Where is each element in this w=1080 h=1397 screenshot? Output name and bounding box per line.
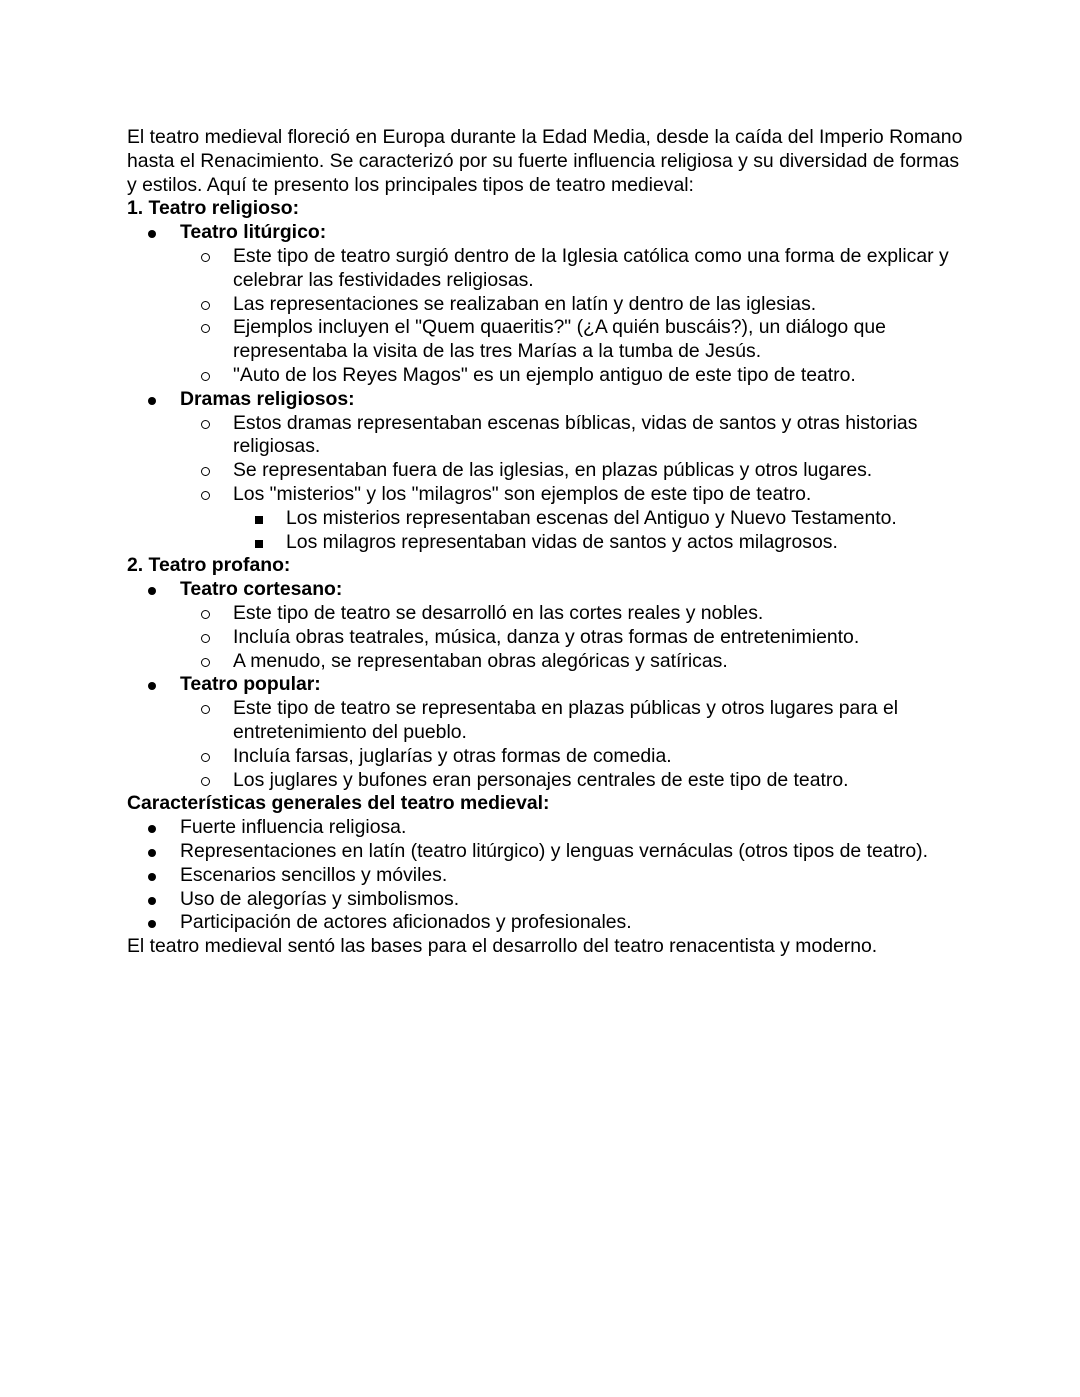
- bullet-circle-icon: [201, 412, 217, 436]
- list-item-text: Escenarios sencillos y móviles.: [180, 863, 448, 886]
- conclusion-paragraph: El teatro medieval sentó las bases para el desarrollo del teatro renacentista y moderno.: [127, 935, 878, 958]
- list-item: [127, 650, 967, 674]
- list-item-text: Las representaciones se realizaban en latín y dentro de las iglesias.: [233, 292, 817, 315]
- subheading-popular: [127, 673, 967, 697]
- bullet-circle-icon: [201, 602, 217, 626]
- list-item: [127, 745, 967, 769]
- bullet-circle-icon: [201, 769, 217, 793]
- list-item: [127, 316, 967, 364]
- subheading-label: Teatro popular:: [180, 673, 321, 696]
- list-item-text: Participación de actores aficionados y profesionales.: [180, 911, 632, 934]
- bullet-circle-icon: [201, 316, 217, 340]
- list-item-text: Incluía obras teatrales, música, danza y otras formas de entretenimiento.: [233, 625, 860, 648]
- bullet-dot-icon: [148, 888, 164, 912]
- bullet-circle-icon: [201, 245, 217, 269]
- list-item: [127, 697, 967, 745]
- list-item-text: Fuerte influencia religiosa.: [180, 816, 407, 839]
- list-item-text: Estos dramas representaban escenas bíblicas, vidas de santos y otras historias religiosas.: [233, 411, 918, 458]
- subheading-cortesano: [127, 578, 967, 602]
- list-item: [127, 840, 967, 864]
- list-item: [127, 816, 967, 840]
- intro-paragraph: El teatro medieval floreció en Europa durante la Edad Media, desde la caída del Imperio Romano hasta el Renacimiento. Se caracterizó por su fuerte influencia religiosa y su diversidad de formas y estilos. Aquí te presento los principales tipos de teatro medieval:: [127, 126, 963, 196]
- list-item: [127, 483, 967, 507]
- list-item: [127, 626, 967, 650]
- list-item-text: Este tipo de teatro surgió dentro de la Iglesia católica como una forma de explicar y celebrar las festividades religiosas.: [233, 244, 949, 291]
- bullet-circle-icon: [201, 650, 217, 674]
- list-item: [127, 602, 967, 626]
- bullet-dot-icon: [148, 911, 164, 935]
- list-item-text: Uso de alegorías y simbolismos.: [180, 887, 460, 910]
- list-item-text: A menudo, se representaban obras alegóricas y satíricas.: [233, 649, 728, 672]
- subheading-label: Teatro cortesano:: [180, 578, 343, 601]
- list-item-text: Los juglares y bufones eran personajes centrales de este tipo de teatro.: [233, 768, 849, 791]
- section-heading-religioso: 1. Teatro religioso:: [127, 197, 300, 220]
- bullet-square-icon: [255, 507, 271, 531]
- bullet-circle-icon: [201, 459, 217, 483]
- list-item: [127, 888, 967, 912]
- list-item-text: "Auto de los Reyes Magos" es un ejemplo antiguo de este tipo de teatro.: [233, 363, 856, 386]
- subheading-label: Dramas religiosos:: [180, 387, 355, 410]
- bullet-circle-icon: [201, 293, 217, 317]
- bullet-dot-icon: [148, 221, 164, 245]
- list-item-text: Representaciones en latín (teatro litúrgico) y lenguas vernáculas (otros tipos de teatro).: [180, 839, 929, 862]
- subheading-liturgico: [127, 221, 967, 245]
- list-subitem-text: Los milagros representaban vidas de santos y actos milagrosos.: [286, 530, 838, 553]
- bullet-square-icon: [255, 531, 271, 555]
- bullet-dot-icon: [148, 816, 164, 840]
- bullet-circle-icon: [201, 364, 217, 388]
- document-page: [127, 126, 967, 959]
- bullet-circle-icon: [201, 626, 217, 650]
- bullet-circle-icon: [201, 697, 217, 721]
- list-subitem-text: Los misterios representaban escenas del Antiguo y Nuevo Testamento.: [286, 506, 897, 529]
- list-subitem: [127, 507, 967, 531]
- list-item: [127, 293, 967, 317]
- subheading-label: Teatro litúrgico:: [180, 221, 327, 244]
- characteristics-heading: Características generales del teatro medieval:: [127, 792, 550, 815]
- list-item-text: Este tipo de teatro se representaba en plazas públicas y otros lugares para el entretenimiento del pueblo.: [233, 697, 899, 743]
- bullet-circle-icon: [201, 745, 217, 769]
- list-item: [127, 364, 967, 388]
- list-item-text: Incluía farsas, juglarías y otras formas de comedia.: [233, 744, 672, 767]
- list-item: [127, 412, 967, 460]
- list-item: [127, 864, 967, 888]
- bullet-dot-icon: [148, 578, 164, 602]
- bullet-dot-icon: [148, 840, 164, 864]
- bullet-circle-icon: [201, 483, 217, 507]
- list-item: [127, 245, 967, 293]
- list-item-text: Se representaban fuera de las iglesias, en plazas públicas y otros lugares.: [233, 459, 873, 482]
- bullet-dot-icon: [148, 673, 164, 697]
- list-item: [127, 911, 967, 935]
- bullet-dot-icon: [148, 388, 164, 412]
- list-item: [127, 769, 967, 793]
- list-item: [127, 459, 967, 483]
- bullet-dot-icon: [148, 864, 164, 888]
- list-item-text: Este tipo de teatro se desarrolló en las cortes reales y nobles.: [233, 601, 764, 624]
- subheading-dramas: [127, 388, 967, 412]
- list-item-text: Los "misterios" y los "milagros" son ejemplos de este tipo de teatro.: [233, 482, 812, 505]
- list-subitem: [127, 531, 967, 555]
- list-item-text: Ejemplos incluyen el "Quem quaeritis?" (¿A quién buscáis?), un diálogo que representaba la visita de las tres Marías a la tumba de Jesús.: [233, 316, 886, 363]
- section-heading-profano: 2. Teatro profano:: [127, 554, 291, 577]
